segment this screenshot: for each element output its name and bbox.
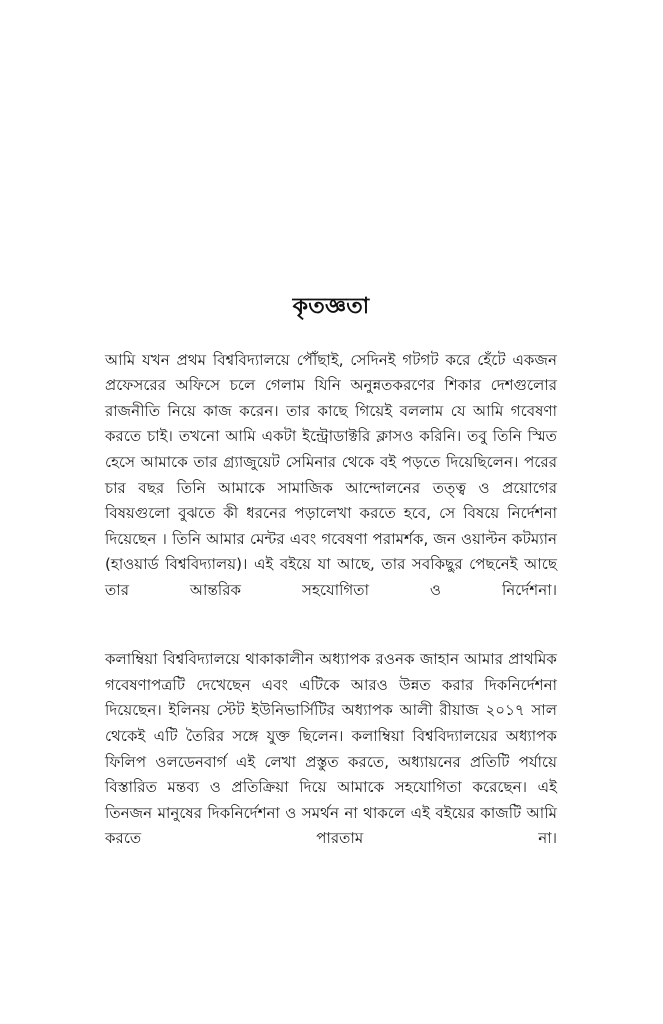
body-paragraph-1: আমি যখন প্রথম বিশ্ববিদ্যালয়ে পৌঁছাই, সেদিনই গটগট করে হেঁটে একজন প্রফেসরের অফিসে চলে গেলাম যিনি অনুন্নতকরণের শিকার দেশগুলোর রাজনীতি নিয়ে কাজ করেন। তার কাছে গিয়েই বললাম যে আমি গবেষণা করতে চাই। তখনো আমি একটা ইন্ট্রোডাক্টরি ক্লাসও করিনি। তবু তিনি স্মিত হেসে আমাকে তার গ্র্যাজুয়েট সেমিনার থেকে বই পড়তে দিয়েছিলেন। পরের চার বছর তিনি আমাকে সামাজিক আন্দোলনের তত্ত্ব ও প্রয়োগের বিষয়গুলো বুঝতে কী ধরনের পড়ালেখা করতে হবে, সে বিষয়ে নির্দেশনা দিয়েছেন । তিনি আমার মেন্টর এবং গবেষণা পরামর্শক, জন ওয়াল্টন কটম্যান (হাওয়ার্ড বিশ্ববিদ্যালয়)। এই বইয়ে যা আছে, তার সবকিছুর পেছনেই আছে তার আন্তরিক সহযোগিতা ও নির্দেশনা। — [105, 350, 557, 600]
text-column — [105, 292, 557, 878]
page-title: কৃতজ্ঞতা — [292, 294, 370, 319]
body-paragraph-2: কলাম্বিয়া বিশ্ববিদ্যালয়ে থাকাকালীন অধ্যাপক রওনক জাহান আমার প্রাথমিক গবেষণাপত্রটি দেখেছেন এবং এটিকে আরও উন্নত করার দিকনির্দেশনা দিয়েছেন। ইলিনয় স্টেট ইউনিভার্সিটির অধ্যাপক আলী রীয়াজ ২০১৭ সাল থেকেই এটি তৈরির সঙ্গে যুক্ত ছিলেন। কলাম্বিয়া বিশ্ববিদ্যালয়ের অধ্যাপক ফিলিপ ওলডেনবার্গ এই লেখা প্রস্তুত করতে, অধ্যায়নের প্রতিটি পর্যায়ে বিস্তারিত মন্তব্য ও প্রতিক্রিয়া দিয়ে আমাকে সহযোগিতা করেছেন। এই তিনজন মানুষের দিকনির্দেশনা ও সমর্থন না থাকলে এই বইয়ের কাজটি আমি করতে পারতাম না। — [105, 650, 557, 848]
